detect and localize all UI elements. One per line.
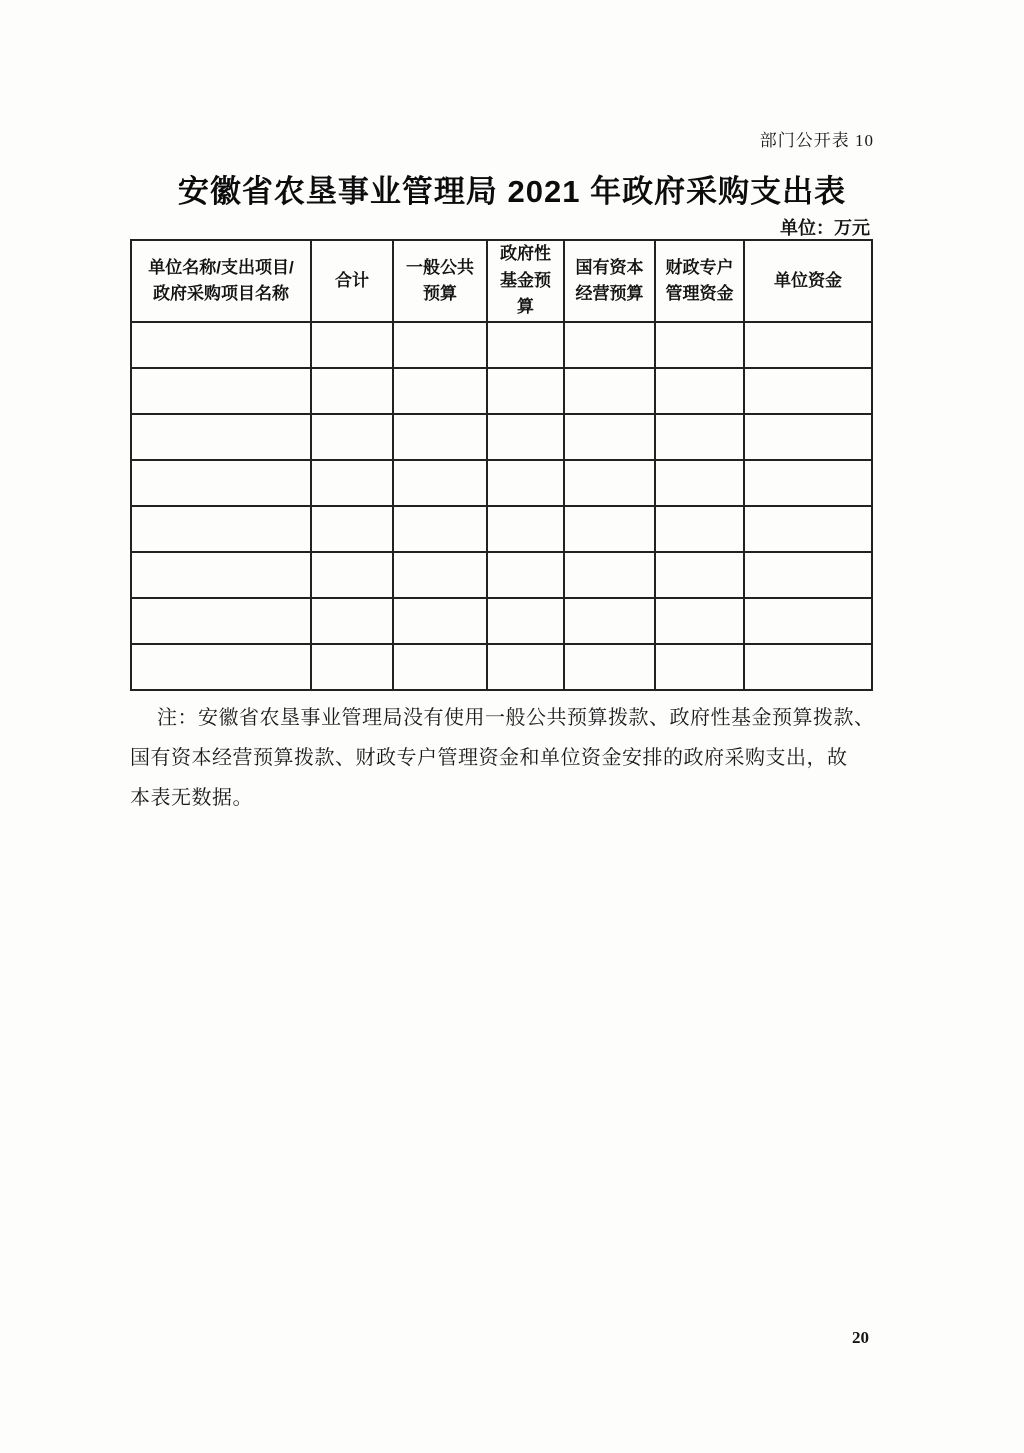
- column-header-unit-funds: 单位资金: [744, 240, 872, 322]
- table-row: [131, 598, 872, 644]
- table-cell: [393, 414, 487, 460]
- table-row: [131, 322, 872, 368]
- table-cell: [131, 414, 311, 460]
- table-cell: [655, 598, 744, 644]
- table-cell: [131, 506, 311, 552]
- table-header-row-group: [131, 240, 872, 322]
- table-cell: [311, 644, 393, 690]
- table-cell: [655, 460, 744, 506]
- table-cell: [131, 552, 311, 598]
- table-cell: [393, 322, 487, 368]
- table-cell: [131, 460, 311, 506]
- table-cell: [393, 368, 487, 414]
- table-header-row: [131, 240, 872, 322]
- table-cell: [744, 552, 872, 598]
- table-cell: [131, 644, 311, 690]
- table-cell: [655, 414, 744, 460]
- table-cell: [655, 506, 744, 552]
- table-cell: [564, 506, 655, 552]
- table-cell: [564, 414, 655, 460]
- table-cell: [655, 322, 744, 368]
- table-row: [131, 368, 872, 414]
- table-cell: [744, 460, 872, 506]
- column-header-fiscal-special-account: 财政专户 管理资金: [655, 240, 744, 322]
- table-cell: [744, 368, 872, 414]
- table-cell: [564, 322, 655, 368]
- table-cell: [487, 460, 564, 506]
- table-cell: [131, 368, 311, 414]
- table-cell: [564, 460, 655, 506]
- table-cell: [311, 598, 393, 644]
- table-cell: [487, 598, 564, 644]
- table-cell: [487, 368, 564, 414]
- table-cell: [311, 460, 393, 506]
- column-header-unit-project-name: 单位名称/支出项目/ 政府采购项目名称: [131, 240, 311, 322]
- table-cell: [311, 322, 393, 368]
- table-cell: [487, 414, 564, 460]
- table-cell: [744, 644, 872, 690]
- table-cell: [487, 552, 564, 598]
- table-row: [131, 460, 872, 506]
- column-header-general-public-budget: 一般公共 预算: [393, 240, 487, 322]
- table-cell: [744, 322, 872, 368]
- table-cell: [487, 644, 564, 690]
- table-cell: [311, 552, 393, 598]
- table-cell: [311, 368, 393, 414]
- table-cell: [744, 598, 872, 644]
- table-row: [131, 552, 872, 598]
- doc-label: 部门公开表 10: [759, 131, 874, 150]
- table-cell: [311, 414, 393, 460]
- procurement-table: [130, 239, 873, 691]
- table-cell: [311, 506, 393, 552]
- table-cell: [564, 598, 655, 644]
- table-cell: [655, 368, 744, 414]
- table-cell: [487, 322, 564, 368]
- table-row: [131, 644, 872, 690]
- table-cell: [655, 552, 744, 598]
- column-header-total: 合计: [311, 240, 393, 322]
- table-row: [131, 506, 872, 552]
- table-cell: [487, 506, 564, 552]
- table-cell: [744, 414, 872, 460]
- page-title: 安徽省农垦事业管理局 2021 年政府采购支出表: [177, 174, 847, 209]
- table-cell: [655, 644, 744, 690]
- table-cell: [131, 322, 311, 368]
- column-header-government-fund-budget: 政府性 基金预 算: [487, 240, 564, 322]
- table-cell: [393, 598, 487, 644]
- table-cell: [564, 552, 655, 598]
- page-number: 20: [852, 1328, 869, 1347]
- table-cell: [131, 598, 311, 644]
- table-cell: [393, 552, 487, 598]
- table-cell: [564, 368, 655, 414]
- table-cell: [564, 644, 655, 690]
- table-cell: [744, 506, 872, 552]
- table-body: [131, 322, 872, 690]
- note-text: 注：安徽省农垦事业管理局没有使用一般公共预算拨款、政府性基金预算拨款、 国有资本经营预算拨款、财政专户管理资金和单位资金安排的政府采购支出，故 本表无数据。: [130, 707, 875, 809]
- table-cell: [393, 644, 487, 690]
- table-cell: [393, 506, 487, 552]
- column-header-state-capital-budget: 国有资本 经营预算: [564, 240, 655, 322]
- unit-label: 单位：万元: [780, 218, 870, 238]
- table-row: [131, 414, 872, 460]
- table-cell: [393, 460, 487, 506]
